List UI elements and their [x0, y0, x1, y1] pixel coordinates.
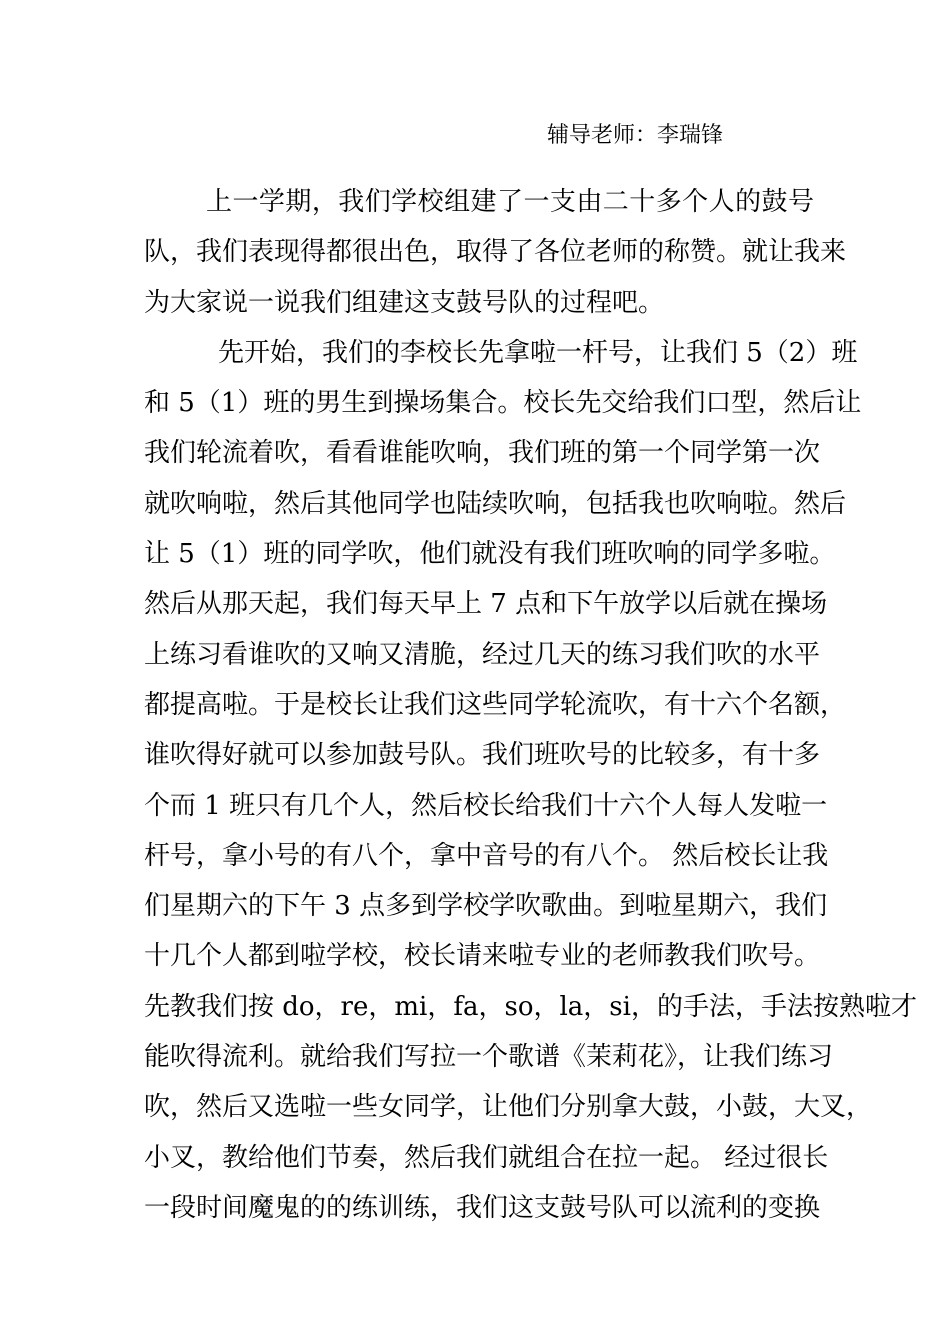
text-line: 上一学期，我们学校组建了一支由二十多个人的鼓号: [206, 187, 814, 217]
text-line: 我们轮流着吹，看看谁能吹响，我们班的第一个同学第一次: [144, 438, 821, 469]
text-line: 为大家说一说我们组建这支鼓号队的过程吧。: [144, 287, 665, 318]
advisor-line: 辅导老师：李瑞锋: [547, 123, 724, 148]
text-line: 十几个人都到啦学校，校长请来啦专业的老师教我们吹号。: [144, 941, 821, 972]
text-line: 小叉，教给他们节奏，然后我们就组合在拉一起。 经过很长: [144, 1142, 829, 1173]
text-line: 吹，然后又选啦一些女同学，让他们分别拿大鼓，小鼓，大叉，: [144, 1092, 873, 1123]
text-line: 先教我们按 do，re，mi，fa，so，la，si，的手法，手法按熟啦才: [144, 991, 917, 1022]
essay-body: [144, 177, 917, 1233]
text-line: 一段时间魔鬼的的练训练，我们这支鼓号队可以流利的变换: [144, 1192, 821, 1223]
text-line: 都提高啦。于是校长让我们这些同学轮流吹，有十六个名额，: [144, 689, 847, 720]
text-line: 先开始，我们的李校长先拿啦一杆号，让我们 5（2）班: [218, 337, 858, 368]
text-line: 杆号，拿小号的有八个，拿中音号的有八个。 然后校长让我: [144, 840, 829, 871]
text-line: 队，我们表现得都很出色，取得了各位老师的称赞。就让我来: [144, 237, 847, 268]
text-line: 们星期六的下午 3 点多到学校学吹歌曲。到啦星期六，我们: [144, 891, 828, 922]
text-line: 能吹得流利。就给我们写拉一个歌谱《茉莉花》，让我们练习: [144, 1042, 834, 1073]
text-line: 让 5（1）班的同学吹，他们就没有我们班吹响的同学多啦。: [144, 539, 836, 570]
text-line: 和 5（1）班的男生到操场集合。校长先交给我们口型，然后让: [144, 388, 862, 419]
text-line: 就吹响啦，然后其他同学也陆续吹响，包括我也吹响啦。然后: [144, 488, 847, 519]
text-line: 谁吹得好就可以参加鼓号队。我们班吹号的比较多，有十多: [144, 740, 821, 771]
text-line: 上练习看谁吹的又响又清脆，经过几天的练习我们吹的水平: [144, 639, 821, 670]
text-line: 然后从那天起，我们每天早上 7 点和下午放学以后就在操场: [144, 589, 828, 620]
text-line: 个而 1 班只有几个人，然后校长给我们十六个人每人发啦一: [144, 790, 828, 821]
